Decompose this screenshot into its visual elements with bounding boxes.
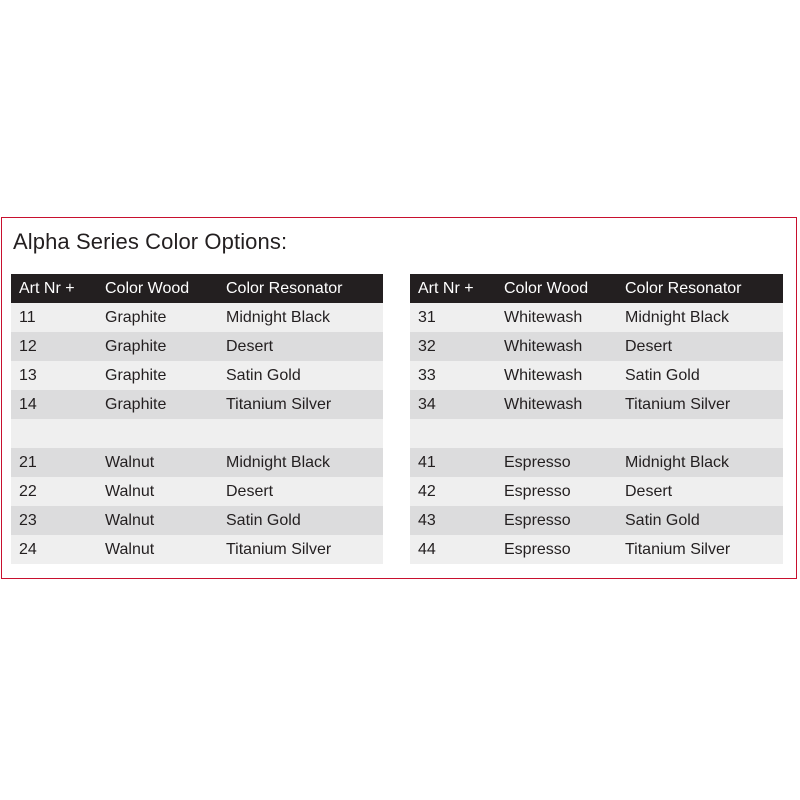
left-color-table	[11, 274, 383, 564]
color-resonator-cell: Titanium Silver	[218, 390, 383, 419]
header-color-wood: Color Wood	[496, 274, 617, 303]
color-options-panel	[1, 217, 797, 579]
color-resonator-cell: Desert	[617, 477, 783, 506]
table-row	[410, 332, 783, 361]
color-wood-cell: Graphite	[97, 361, 218, 390]
table-row	[11, 535, 383, 564]
color-resonator-cell	[218, 419, 383, 448]
table-header-row	[11, 274, 383, 303]
color-resonator-cell: Satin Gold	[617, 506, 783, 535]
table-row	[410, 506, 783, 535]
color-wood-cell: Espresso	[496, 477, 617, 506]
color-resonator-cell: Midnight Black	[617, 303, 783, 332]
color-wood-cell: Walnut	[97, 477, 218, 506]
art-nr-cell: 23	[11, 506, 97, 535]
color-resonator-cell: Satin Gold	[617, 361, 783, 390]
art-nr-cell	[11, 419, 97, 448]
color-resonator-cell: Desert	[617, 332, 783, 361]
art-nr-cell: 31	[410, 303, 496, 332]
art-nr-cell: 41	[410, 448, 496, 477]
color-wood-cell: Whitewash	[496, 361, 617, 390]
color-resonator-cell: Titanium Silver	[218, 535, 383, 564]
color-wood-cell: Walnut	[97, 448, 218, 477]
color-resonator-cell: Satin Gold	[218, 506, 383, 535]
table-row	[11, 390, 383, 419]
color-wood-cell: Espresso	[496, 506, 617, 535]
table-row	[410, 303, 783, 332]
color-resonator-cell: Midnight Black	[218, 448, 383, 477]
table-spacer-row	[410, 419, 783, 448]
art-nr-cell: 21	[11, 448, 97, 477]
art-nr-cell: 42	[410, 477, 496, 506]
art-nr-cell	[410, 419, 496, 448]
color-wood-cell: Graphite	[97, 303, 218, 332]
table-row	[11, 361, 383, 390]
panel-title: Alpha Series Color Options:	[13, 229, 288, 254]
color-wood-cell: Espresso	[496, 448, 617, 477]
header-art-nr: Art Nr +	[410, 274, 496, 303]
art-nr-cell: 11	[11, 303, 97, 332]
art-nr-cell: 44	[410, 535, 496, 564]
header-art-nr: Art Nr +	[11, 274, 97, 303]
art-nr-cell: 24	[11, 535, 97, 564]
table-row	[410, 390, 783, 419]
color-wood-cell: Whitewash	[496, 390, 617, 419]
color-resonator-cell	[617, 419, 783, 448]
table-row	[11, 506, 383, 535]
art-nr-cell: 34	[410, 390, 496, 419]
color-wood-cell: Whitewash	[496, 303, 617, 332]
color-resonator-cell: Midnight Black	[617, 448, 783, 477]
table-row	[11, 303, 383, 332]
table-row	[11, 477, 383, 506]
table-row	[11, 332, 383, 361]
art-nr-cell: 32	[410, 332, 496, 361]
color-wood-cell: Whitewash	[496, 332, 617, 361]
color-wood-cell	[496, 419, 617, 448]
color-resonator-cell: Desert	[218, 477, 383, 506]
art-nr-cell: 43	[410, 506, 496, 535]
color-wood-cell	[97, 419, 218, 448]
art-nr-cell: 22	[11, 477, 97, 506]
table-row	[410, 535, 783, 564]
header-color-wood: Color Wood	[97, 274, 218, 303]
art-nr-cell: 12	[11, 332, 97, 361]
color-wood-cell: Graphite	[97, 390, 218, 419]
header-color-resonator: Color Resonator	[617, 274, 783, 303]
color-resonator-cell: Desert	[218, 332, 383, 361]
color-resonator-cell: Titanium Silver	[617, 535, 783, 564]
art-nr-cell: 14	[11, 390, 97, 419]
color-resonator-cell: Satin Gold	[218, 361, 383, 390]
art-nr-cell: 33	[410, 361, 496, 390]
color-resonator-cell: Titanium Silver	[617, 390, 783, 419]
color-wood-cell: Walnut	[97, 506, 218, 535]
table-row	[11, 448, 383, 477]
table-row	[410, 361, 783, 390]
color-wood-cell: Graphite	[97, 332, 218, 361]
table-row	[410, 477, 783, 506]
color-wood-cell: Walnut	[97, 535, 218, 564]
table-spacer-row	[11, 419, 383, 448]
table-row	[410, 448, 783, 477]
header-color-resonator: Color Resonator	[218, 274, 383, 303]
right-color-table	[410, 274, 783, 564]
color-wood-cell: Espresso	[496, 535, 617, 564]
art-nr-cell: 13	[11, 361, 97, 390]
table-header-row	[410, 274, 783, 303]
color-resonator-cell: Midnight Black	[218, 303, 383, 332]
